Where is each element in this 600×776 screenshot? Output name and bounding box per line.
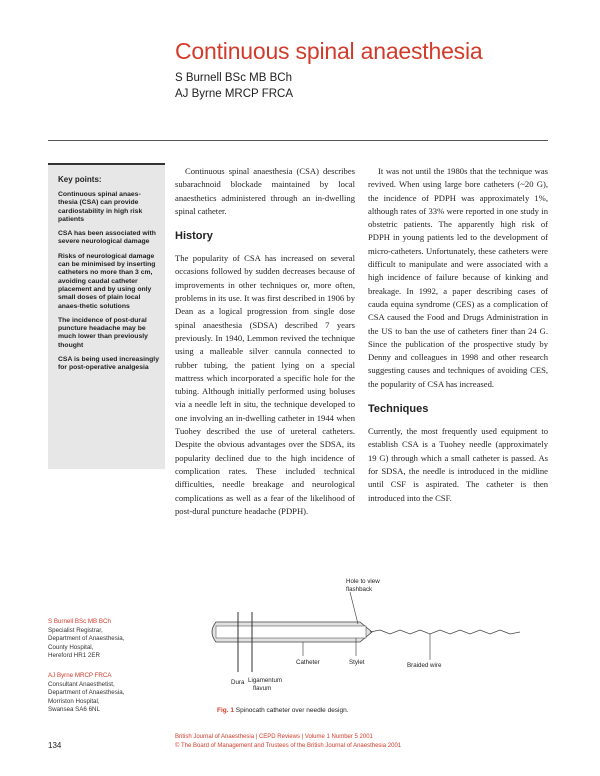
affiliation-name: AJ Byrne MRCP FRCA <box>48 672 112 679</box>
text-column-right <box>368 165 548 505</box>
braided-wire <box>370 630 520 634</box>
figure-label-catheter: Catheter <box>296 659 320 666</box>
footer-line: © The Board of Management and Trustees of the British Journal of Anaesthesia 2001 <box>175 742 402 749</box>
key-point: The incidence of post-dural puncture headache may be much lower than previously thought <box>58 316 148 349</box>
affiliation-line: Hereford HR1 2ER <box>48 652 100 660</box>
affiliation-line: Department of Anaesthesia, <box>48 635 125 643</box>
figure-caption-text: Spinocath catheter over needle design. <box>235 707 349 714</box>
article-title: Continuous spinal anaesthesia <box>175 38 483 64</box>
page-number: 134 <box>48 741 62 750</box>
techniques-paragraph: Currently, the most frequently used equipment to establish CSA is a Tuohey needle (approximately 19 G) through which a small catheter is passed. As for SDSA, the needle is introduced in the midline until CSF is aspirated. The catheter is then introduced into the CSF. <box>368 426 548 503</box>
affiliation-line: County Hospital, <box>48 643 94 651</box>
history-paragraph: The popularity of CSA has increased on several occasions followed by sudden decreases because of improvements in other techniques or, more often, problems in its use. It was first described in 1906 by Dean as a logical progression from single dose spinal anaesthesia (SDSA) described 7 years previously. In 1940, Lemmon revived the technique using a malleable silver cannula connected to rubber tubing, the patient lying on a special mattress which incorporated a specific hole for the tubing. Although initially performed using boluses via a needle left in situ, the technique developed to one involving an in-dwelling catheter in 1944 when Tuohey described the use of ureteral catheters. Despite the obvious advantages over the SDSA, its popularity declined due to the high incidence of complication rates. These included technical difficulties, needle breakage and neurological complications as well as a fear of the likelihood of post-dural puncture headache (PDPH). <box>175 253 355 516</box>
figure-caption-label: Fig. 1 <box>217 707 234 714</box>
section-heading-techniques: Techniques <box>368 403 429 416</box>
affiliation-line: Consultant Anaesthetist, <box>48 680 115 688</box>
figure-label-ligamentum: Ligamentum <box>248 677 283 684</box>
affiliation-line: Specialist Registrar, <box>48 626 103 634</box>
affiliation-line: Swansea SA6 6NL <box>48 706 100 714</box>
section-heading-history: History <box>175 230 213 243</box>
figure-label-braided: Braided wire <box>407 662 442 669</box>
figure-label-dura: Dura <box>231 679 245 686</box>
author-name: S Burnell BSc MB BCh <box>175 72 292 84</box>
key-points-box <box>48 163 165 469</box>
figure-label-hole: Hole to view <box>346 578 380 585</box>
journal-footer <box>175 733 401 750</box>
figure-label-stylet: Stylet <box>349 659 365 666</box>
key-point: Risks of neurological damage can be minimised by inserting catheters no more than 3 cm, avoiding caudal catheter placement and by using only small doses of plain local anaes-thetic solutions <box>58 252 156 310</box>
footer-line: British Journal of Anaesthesia | CEPD Reviews | Volume 1 Number 5 2001 <box>175 734 373 740</box>
spinocath-diagram <box>190 574 535 696</box>
affiliation-2 <box>48 672 124 715</box>
figure-label-flavum: flavum <box>253 685 272 692</box>
figure-label-flashback: flashback <box>346 586 373 593</box>
key-point: CSA is being used increasingly for post-operative analgesia <box>58 356 159 372</box>
figure-caption <box>217 707 349 714</box>
author-name: AJ Byrne MRCP FRCA <box>175 88 294 100</box>
affiliation-1 <box>48 618 124 661</box>
key-points-heading: Key points: <box>58 175 102 184</box>
affiliation-line: Morriston Hospital, <box>48 697 100 705</box>
affiliation-name: S Burnell BSc MB BCh <box>48 618 111 625</box>
intro-paragraph: Continuous spinal anaesthesia (CSA) describes subarachnoid blockade maintained by local anaesthetics administered through an in-dwelling spinal catheter. <box>175 166 355 216</box>
key-point: Continuous spinal anaes-thesia (CSA) can provide cardiostability in high risk patients <box>58 191 143 223</box>
text-column-left <box>175 165 355 518</box>
author-list <box>175 70 293 102</box>
history-paragraph: It was not until the 1980s that the technique was revived. When using large bore catheters (~20 G), the incidence of PDPH was approximately 1%, although rates of 33% were reported in one study in obstetric patients. The apparently high risk of PDPH in young patients led to the development of micro-catheters. Unfortunately, these catheters were difficult to manipulate and were associated with a high incidence of failure because of kinking and breakage. In 1992, a paper describing cases of cauda equina syndrome (CES) as a complication of CSA caused the Food and Drugs Administration in the US to ban the use of catheters finer than 24 G. Since the publication of the prospective study by Denny and colleagues in 1998 and other research suggesting causes and techniques of avoiding CES, the popularity of CSA has increased. <box>368 166 548 389</box>
key-point: CSA has been associated with severe neurological damage <box>58 230 156 246</box>
header-rule <box>48 140 548 141</box>
affiliation-line: Department of Anaesthesia, <box>48 689 125 697</box>
